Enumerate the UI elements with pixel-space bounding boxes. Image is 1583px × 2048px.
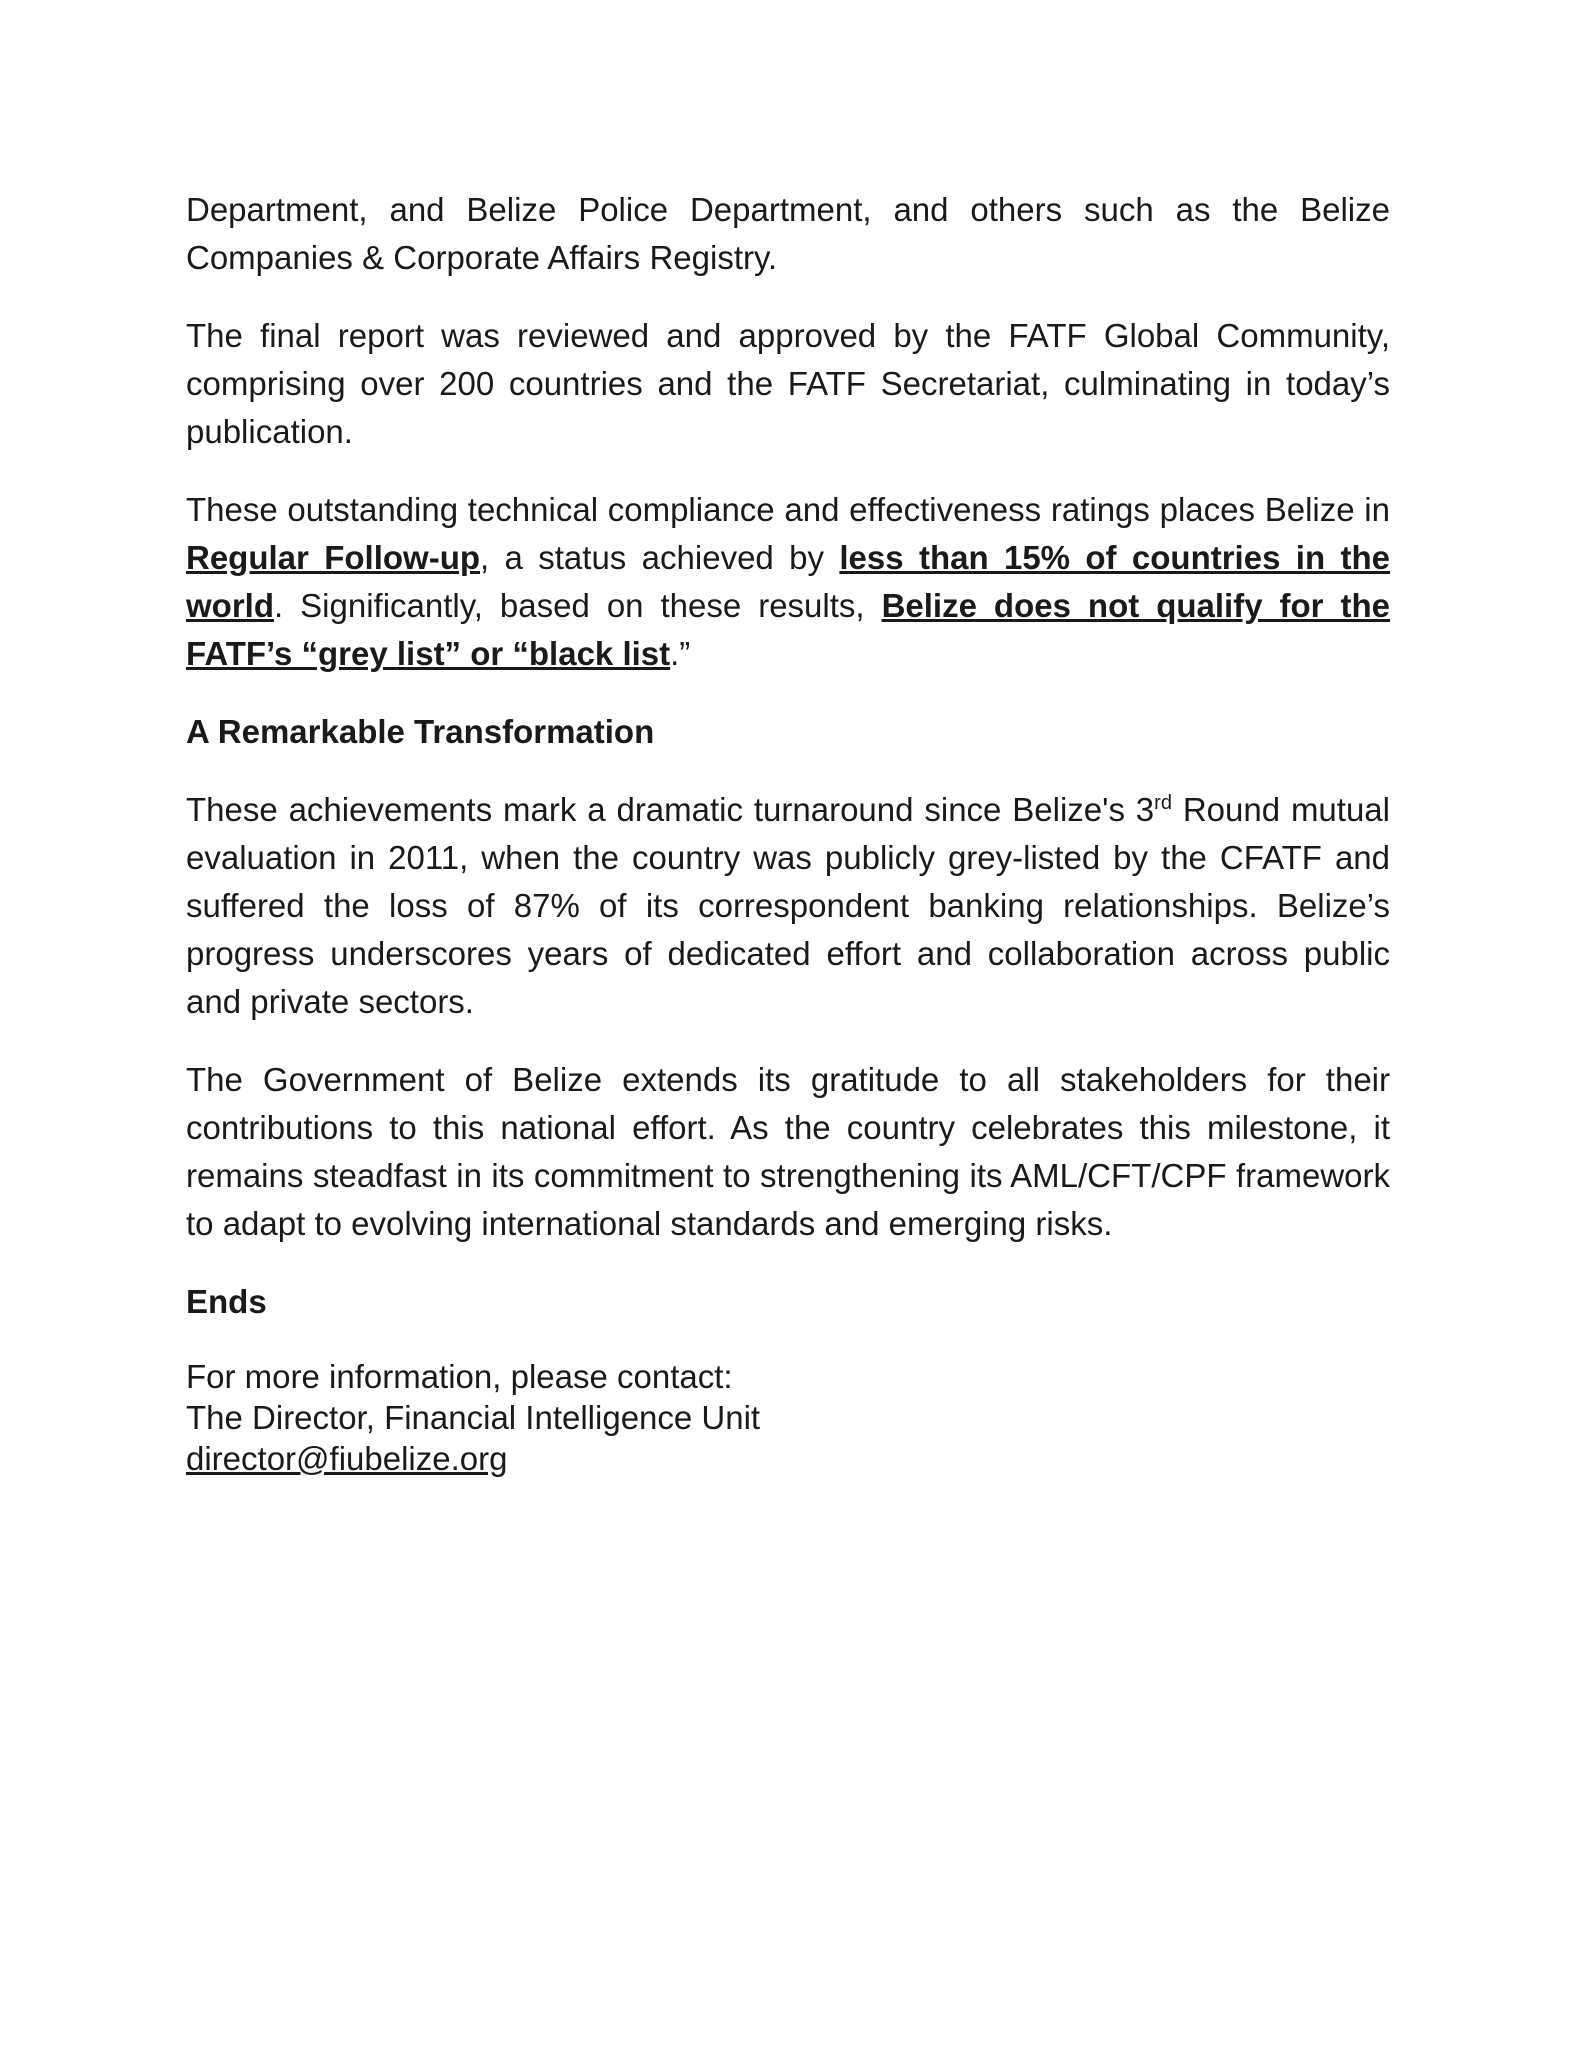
ratings-text-2: , a status achieved by xyxy=(480,539,840,576)
paragraph-final-report: The final report was reviewed and approved by the FATF Global Community, comprising over 200 countries and the FATF Secretariat, culminating in today’s publication. xyxy=(186,317,1390,450)
ratings-text-1: These outstanding technical compliance and effectiveness ratings places Belize in xyxy=(186,491,1390,528)
contact-email-link[interactable]: director@fiubelize.org xyxy=(186,1440,508,1477)
regular-follow-up-emphasis: Regular Follow-up xyxy=(186,539,481,576)
grey-black-list-emphasis: Belize does not qualify for the FATF’s “grey list” or “black list xyxy=(186,587,1390,672)
paragraph-agencies: Department, and Belize Police Department, and others such as the Belize Companies & Corporate Affairs Registry. xyxy=(186,191,1390,276)
turnaround-text-2: Round mutual evaluation in 2011, when the country was publicly grey-listed by the CFATF and suffered the loss of 87% of its correspondent banking relationships. Belize’s progress underscores years of dedicated effort and collaboration across public and private sectors. xyxy=(186,791,1390,1020)
contact-intro: For more information, please contact: xyxy=(186,1358,733,1395)
ratings-text-3: . Significantly, based on these results, xyxy=(274,587,882,624)
document-body xyxy=(186,186,1390,1479)
paragraph-turnaround xyxy=(186,786,1390,1026)
turnaround-text-1: These achievements mark a dramatic turnaround since Belize's 3 xyxy=(186,791,1155,828)
contact-block xyxy=(186,1356,1390,1479)
ordinal-suffix: rd xyxy=(1154,792,1172,814)
contact-title: The Director, Financial Intelligence Unit xyxy=(186,1399,761,1436)
paragraph-gratitude: The Government of Belize extends its gratitude to all stakeholders for their contributions to this national effort. As the country celebrates this milestone, it remains steadfast in its commitment to strengthening its AML/CFT/CPF framework to adapt to evolving international standards and emerging risks. xyxy=(186,1061,1390,1242)
heading-remarkable-transformation: A Remarkable Transformation xyxy=(186,713,655,750)
ratings-text-4: .” xyxy=(670,635,691,672)
paragraph-ratings xyxy=(186,486,1390,678)
less-than-15-percent-emphasis: less than 15% of countries in the world xyxy=(186,539,1390,624)
heading-ends: Ends xyxy=(186,1283,267,1320)
